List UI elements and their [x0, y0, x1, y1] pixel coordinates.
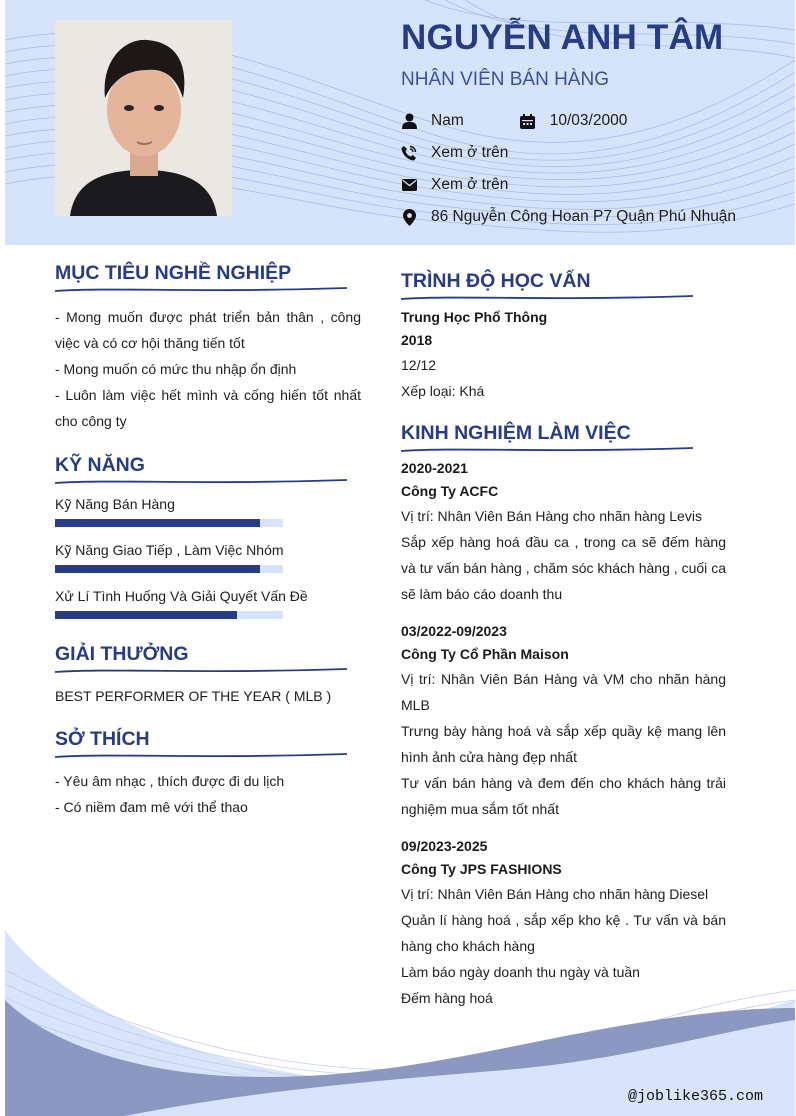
job-company: Công Ty JPS FASHIONS	[401, 861, 562, 877]
hobby-line: - Có niềm đam mê với thể thao	[55, 799, 248, 815]
gender-text: Nam	[431, 112, 464, 129]
award-line: BEST PERFORMER OF THE YEAR ( MLB )	[55, 688, 332, 704]
info-row-address	[401, 208, 736, 226]
education-title: TRÌNH ĐỘ HỌC VẤN	[401, 270, 591, 292]
education-underline	[401, 294, 693, 302]
education-grade: 12/12	[401, 357, 437, 373]
hobbies-title: SỞ THÍCH	[55, 728, 150, 750]
job-line: Trưng bày hàng hoá và sắp xếp quầy kệ mang lên hình ảnh cửa hàng đẹp nhất	[401, 723, 726, 765]
awards-section	[55, 643, 361, 709]
experience-underline	[401, 446, 693, 454]
skill-label: Kỹ Năng Bán Hàng	[55, 496, 175, 512]
objective-line: - Mong muốn được phát triển bản thân , công việc và có cơ hội thăng tiến tốt	[55, 309, 361, 351]
skills-section	[55, 454, 361, 619]
education-school: Trung Học Phổ Thông	[401, 309, 548, 325]
phone-icon	[401, 145, 417, 161]
address-text: 86 Nguyễn Công Hoan P7 Quận Phú Nhuận	[431, 208, 737, 225]
job-line: Vị trí: Nhân Viên Bán Hàng cho nhãn hàng Diesel	[401, 886, 709, 902]
awards-title: GIẢI THƯỞNG	[55, 643, 189, 665]
profile-photo	[55, 20, 232, 216]
envelope-icon	[401, 177, 417, 193]
skill-bar-fill	[55, 565, 260, 573]
skill-bar	[55, 611, 283, 619]
hobbies-section	[55, 728, 361, 820]
awards-underline	[55, 667, 347, 675]
hobby-line: - Yêu âm nhạc , thích được đi du lịch	[55, 773, 285, 789]
skill-bar	[55, 519, 283, 527]
education-section	[401, 270, 726, 404]
job-line: Làm báo ngày doanh thu ngày và tuần	[401, 964, 640, 980]
info-row-email	[401, 176, 508, 194]
job-entry	[401, 620, 726, 822]
phone-text: Xem ở trên	[431, 144, 509, 161]
job-company: Công Ty ACFC	[401, 483, 499, 499]
cv-page	[5, 0, 795, 1116]
skill-bar	[55, 565, 283, 573]
candidate-role: NHÂN VIÊN BÁN HÀNG	[401, 69, 609, 90]
objective-section	[55, 262, 361, 434]
education-rank: Xếp loại: Khá	[401, 383, 485, 399]
job-line: Sắp xếp hàng hoá đầu ca , trong ca sẽ đếm hàng và tư vấn bán hàng , chăm sóc khách hàng , cuối ca sẽ làm báo cáo doanh thu	[401, 534, 726, 602]
skill-label: Kỹ Năng Giao Tiếp , Làm Việc Nhóm	[55, 542, 284, 558]
experience-title: KINH NGHIỆM LÀM VIỆC	[401, 422, 631, 444]
job-line: Quản lí hàng hoá , sắp xếp kho kệ . Tư vấn và bán hàng cho khách hàng	[401, 912, 726, 954]
job-line: Đếm hàng hoá	[401, 990, 493, 1006]
objective-underline	[55, 286, 347, 294]
skill-label: Xử Lí Tình Huống Và Giải Quyết Vấn Đề	[55, 588, 308, 604]
hobbies-underline	[55, 752, 347, 760]
skill-bar-fill	[55, 611, 237, 619]
job-period: 03/2022-09/2023	[401, 623, 507, 639]
job-line: Vị trí: Nhân Viên Bán Hàng cho nhãn hàng Levis	[401, 508, 702, 524]
candidate-name: NGUYỄN ANH TÂM	[401, 18, 724, 57]
skills-underline	[55, 478, 347, 486]
job-period: 09/2023-2025	[401, 838, 488, 854]
info-row-personal	[401, 112, 627, 130]
email-text: Xem ở trên	[431, 176, 509, 193]
calendar-icon	[520, 113, 536, 129]
objective-line: - Mong muốn có mức thu nhập ổn định	[55, 361, 297, 377]
job-line: Vị trí: Nhân Viên Bán Hàng và VM cho nhãn hàng MLB	[401, 671, 726, 713]
objective-line: - Luôn làm việc hết mình và cống hiến tốt nhất cho công ty	[55, 387, 361, 429]
skill-bar-fill	[55, 519, 260, 527]
watermark-text: @joblike365.com	[627, 1088, 763, 1105]
birthdate-text: 10/03/2000	[549, 112, 628, 129]
skills-title: KỸ NĂNG	[55, 454, 145, 476]
info-row-phone	[401, 144, 508, 162]
job-period: 2020-2021	[401, 460, 468, 476]
job-company: Công Ty Cổ Phần Maison	[401, 646, 569, 662]
left-column	[55, 262, 361, 820]
education-year: 2018	[401, 332, 433, 348]
person-icon	[401, 113, 417, 129]
objective-title: MỤC TIÊU NGHỀ NGHIỆP	[55, 262, 292, 284]
bottom-wave-decoration	[5, 900, 795, 1116]
job-entry	[401, 457, 726, 607]
job-line: Tư vấn bán hàng và đem đến cho khách hàng trải nghiệm mua sắm tốt nhất	[401, 775, 726, 817]
location-pin-icon	[401, 209, 417, 225]
